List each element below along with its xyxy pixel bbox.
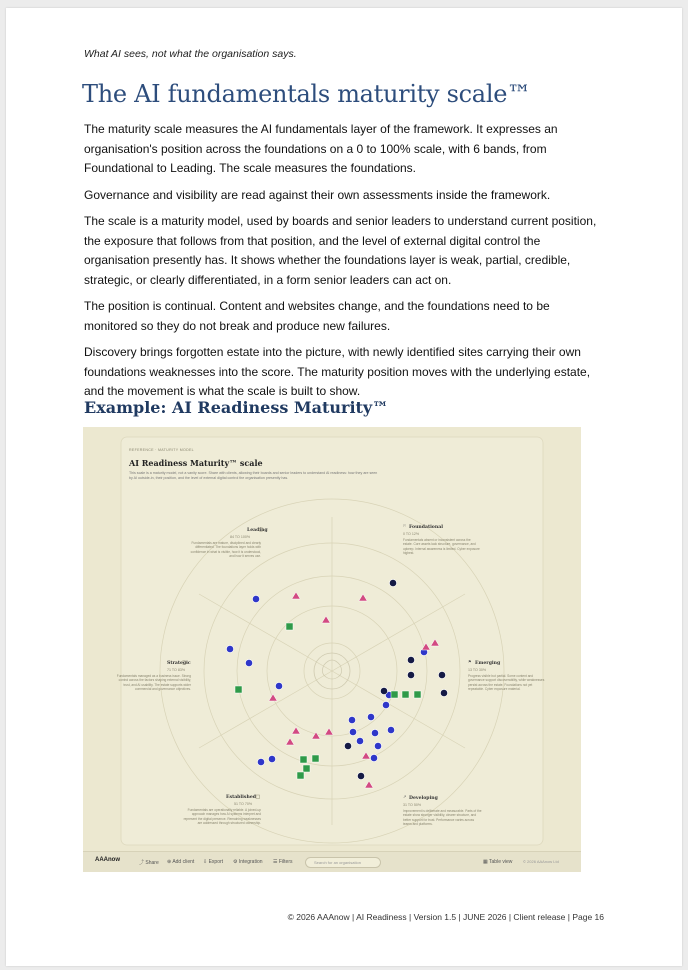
band-range: 71 TO 83% [167, 668, 186, 672]
band-icon: ⚑ [468, 659, 472, 664]
page-footer: © 2026 AAAnow | AI Readiness | Version 1.5 | JUNE 2026 | Client release | Page 16 [287, 912, 604, 922]
maturity-radial-diagram [83, 427, 581, 872]
document-page [6, 8, 682, 966]
page-tagline: What AI sees, not what the organisation says. [84, 48, 297, 60]
band-description: Progress visible but partial. Some content and governance support discoverability, while weaknesses persist across the estate. Foundations not yet repeatable. Cyber exposure material. [468, 674, 545, 691]
marker-blue[interactable] [367, 713, 374, 720]
body-text [84, 120, 604, 409]
marker-green[interactable] [300, 756, 307, 763]
marker-blue[interactable] [356, 737, 363, 744]
marker-green[interactable] [303, 765, 310, 772]
paragraph: Discovery brings forgotten estate into the picture, with newly identified sites carrying their own foundations weaknesses into the score. The maturity position moves with the underlying estate, and the movement is what the scale is built to show. [84, 345, 591, 398]
band-description: Fundamentals are operationally reliable. A joined-up approach manages how AI systems interpret and represent the digital presence. Remaining weaknesses are addressed through structured ownership. [183, 808, 261, 825]
marker-navy[interactable] [380, 687, 387, 694]
marker-blue[interactable] [275, 682, 282, 689]
band-description: Fundamentals managed as a business issue. Strong control across the factors shaping external visibility, trust, and AI usability. The estate supports wider commercial and governance objectives. [116, 674, 191, 691]
marker-blue[interactable] [245, 659, 252, 666]
marker-green[interactable] [235, 686, 242, 693]
marker-green[interactable] [391, 691, 398, 698]
figure-copyright: © 2026 AAAnow Ltd [523, 859, 559, 864]
band-name: Leading [247, 528, 268, 533]
marker-blue[interactable] [371, 729, 378, 736]
marker-navy[interactable] [407, 671, 414, 678]
paragraph: Governance and visibility are read against their own assessments inside the framework. [84, 187, 551, 202]
integration-button[interactable]: ⚙ Integration [233, 859, 263, 865]
marker-navy[interactable] [344, 742, 351, 749]
figure-toolbar [83, 851, 581, 872]
marker-green[interactable] [286, 623, 293, 630]
table-view-button[interactable]: ▦ Table view [483, 859, 513, 865]
share-button[interactable]: ⤴ Share [139, 860, 159, 866]
band-name: Established [226, 795, 256, 800]
maturity-scale-figure [83, 427, 581, 872]
marker-blue[interactable] [268, 755, 275, 762]
band-icon: ⚐ [403, 523, 407, 528]
page-title: The AI fundamentals maturity scale™ [82, 80, 531, 108]
band-icon: ↗ [403, 794, 407, 799]
band-name: Strategic [167, 661, 191, 666]
example-heading: Example: AI Readiness Maturity™ [84, 398, 389, 417]
add-client-button[interactable]: ⊕ Add client [167, 859, 195, 865]
marker-blue[interactable] [382, 701, 389, 708]
marker-blue[interactable] [252, 595, 259, 602]
band-range: 84 TO 100% [230, 535, 251, 539]
marker-blue[interactable] [348, 716, 355, 723]
marker-green[interactable] [414, 691, 421, 698]
marker-green[interactable] [312, 755, 319, 762]
export-button[interactable]: ⇩ Export [203, 859, 224, 865]
marker-blue[interactable] [226, 645, 233, 652]
band-range: 13 TO 30% [468, 668, 487, 672]
marker-blue[interactable] [349, 728, 356, 735]
marker-blue[interactable] [374, 742, 381, 749]
band-range: 31 TO 50% [403, 803, 422, 807]
band-name: Foundational [409, 525, 443, 530]
figure-intro: This scale is a maturity model, not a vanity score. Share with clients, allowing their boards and senior leaders to understand AI readiness: how they are seen by AI outside-in, their position, and the level of external digital control the organisation presently has. [129, 471, 378, 480]
band-description: Improvement is deliberate and measurable. Parts of the estate show stronger visibility, clearer structure, and better support for trust. Performance varies across teams and platforms. [403, 809, 482, 826]
marker-green[interactable] [402, 691, 409, 698]
search-placeholder: Search for an organisation [314, 860, 361, 865]
band-range: 51 TO 70% [234, 802, 253, 806]
marker-navy[interactable] [440, 689, 447, 696]
band-range: 0 TO 12% [403, 532, 420, 536]
paragraph: The maturity scale measures the AI fundamentals layer of the framework. It expresses an organisation's position across the foundations on a 0 to 100% scale, with 6 bands, from Foundational to Leading. The scale measures the foundations. [84, 122, 558, 175]
paragraph: The scale is a maturity model, used by boards and senior leaders to understand current position, the exposure that follows from that position, and the level of external digital control the organisation presently has. It shows whether the foundations layer is weak, partial, credible, strategic, or clearly differentiated, in a form senior leaders can act on. [84, 214, 597, 287]
brand-logo: AAAnow [95, 857, 120, 863]
marker-navy[interactable] [389, 579, 396, 586]
marker-navy[interactable] [407, 656, 414, 663]
band-name: Developing [409, 796, 438, 801]
band-name: Emerging [475, 661, 501, 666]
marker-navy[interactable] [357, 772, 364, 779]
band-description: Fundamentals are mature, disciplined and clearly differentiated. The foundations layer holds with confidence in what is visible, how it is understood, and how it serves use. [190, 541, 261, 558]
paragraph: The position is continual. Content and websites change, and the foundations need to be monitored so they do not break and produce new failures. [84, 299, 550, 333]
search-input[interactable] [305, 857, 381, 868]
band-description: Fundamentals absent or inconsistent across the estate. Core assets lack structure, governance, and upkeep. Internal awareness is limited. Cyber exposure highest. [403, 538, 480, 555]
figure-kicker: REFERENCE · MATURITY MODEL [129, 448, 194, 452]
filters-button[interactable]: ☰ Filters [273, 859, 293, 865]
marker-navy[interactable] [438, 671, 445, 678]
marker-blue[interactable] [370, 754, 377, 761]
marker-blue[interactable] [387, 726, 394, 733]
marker-blue[interactable] [257, 758, 264, 765]
marker-green[interactable] [297, 772, 304, 779]
figure-title: AI Readiness Maturity™ scale [129, 458, 263, 468]
